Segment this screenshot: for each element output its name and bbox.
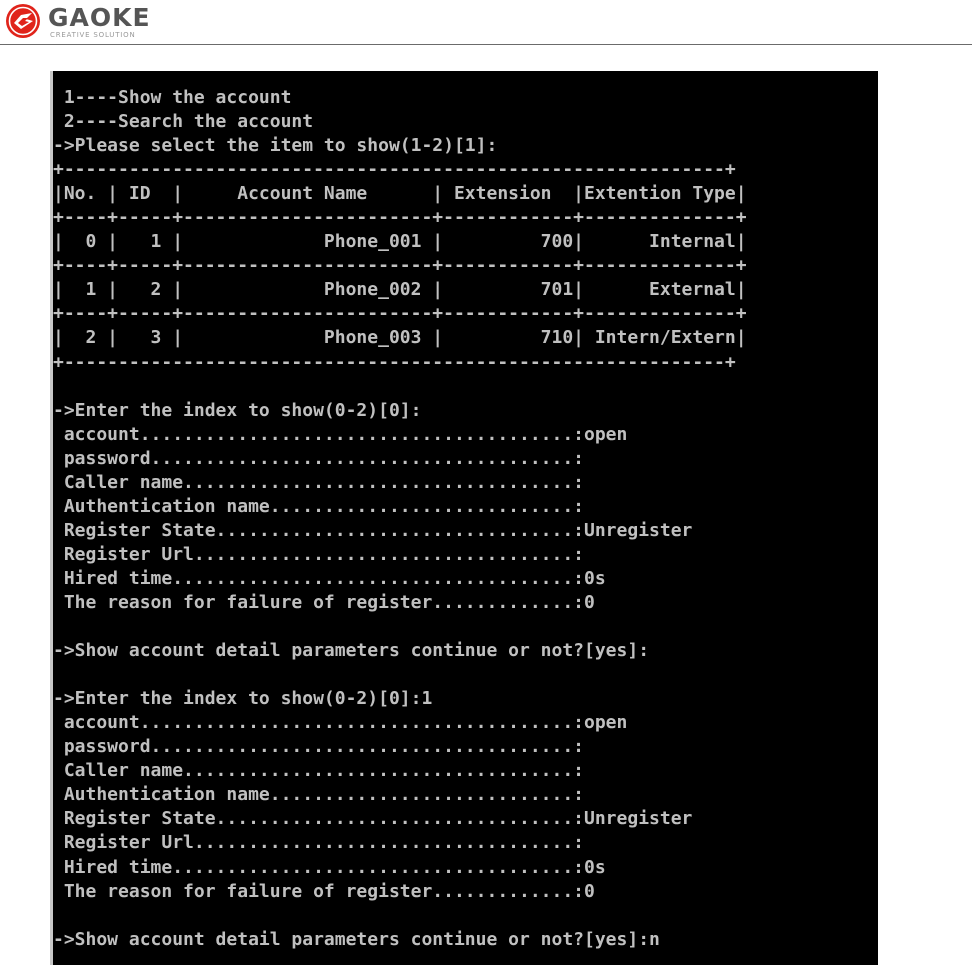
console-line: +-------------------------------------------------------------+ xyxy=(53,159,736,181)
console-line: +----+-----+-----------------------+------------+--------------+ xyxy=(53,303,747,325)
console-line: 2----Search the account xyxy=(53,111,314,133)
console-line: ->Enter the index to show(0-2)[0]: xyxy=(53,399,422,421)
console-line: | 0 | 1 | Phone_001 | 700| Internal| xyxy=(53,231,747,253)
console-window xyxy=(50,71,878,965)
console-line: Register Url...................................: xyxy=(53,543,585,565)
console-line: Caller name....................................: xyxy=(53,760,585,782)
console-line: password.......................................: xyxy=(53,736,585,758)
console-line: ->Show account detail parameters continue or not?[yes]: xyxy=(53,640,650,662)
console-line: Register State.................................:Unregister xyxy=(53,519,693,541)
document-header xyxy=(0,0,972,46)
console-line: The reason for failure of register.............:0 xyxy=(53,880,595,902)
console-output xyxy=(53,86,747,952)
console-line: Authentication name............................: xyxy=(53,784,585,806)
console-line: password.......................................: xyxy=(53,447,585,469)
console-line xyxy=(53,375,747,399)
console-line: ->Show account detail parameters continue or not?[yes]:n xyxy=(53,928,660,950)
console-line xyxy=(53,904,747,928)
console-line: +-------------------------------------------------------------+ xyxy=(53,351,736,373)
console-line: ->Please select the item to show(1-2)[1]: xyxy=(53,135,498,157)
gaoke-logo-icon xyxy=(4,2,42,40)
brand-tagline: CREATIVE SOLUTION xyxy=(50,31,136,39)
console-line: Caller name....................................: xyxy=(53,471,585,493)
console-line: |No. | ID | Account Name | Extension |Extention Type| xyxy=(53,183,747,205)
console-line: The reason for failure of register.............:0 xyxy=(53,591,595,613)
brand-name: GAOKE xyxy=(48,3,151,32)
console-line: ->Enter the index to show(0-2)[0]:1 xyxy=(53,688,433,710)
header-divider xyxy=(0,44,972,45)
console-line: Hired time.....................................:0s xyxy=(53,567,606,589)
console-line: 1----Show the account xyxy=(53,87,292,108)
console-line: | 1 | 2 | Phone_002 | 701| External| xyxy=(53,279,747,301)
console-line xyxy=(53,615,747,639)
console-line: | 2 | 3 | Phone_003 | 710| Intern/Extern| xyxy=(53,327,747,349)
console-line: Register State.................................:Unregister xyxy=(53,808,693,830)
console-line: +----+-----+-----------------------+------------+--------------+ xyxy=(53,255,747,277)
console-line: Authentication name............................: xyxy=(53,495,585,517)
console-line xyxy=(53,663,747,687)
console-line: account........................................:open xyxy=(53,423,628,445)
console-line: Hired time.....................................:0s xyxy=(53,856,606,878)
console-line: Register Url...................................: xyxy=(53,832,585,854)
console-line: +----+-----+-----------------------+------------+--------------+ xyxy=(53,207,747,229)
console-line: account........................................:open xyxy=(53,712,628,734)
